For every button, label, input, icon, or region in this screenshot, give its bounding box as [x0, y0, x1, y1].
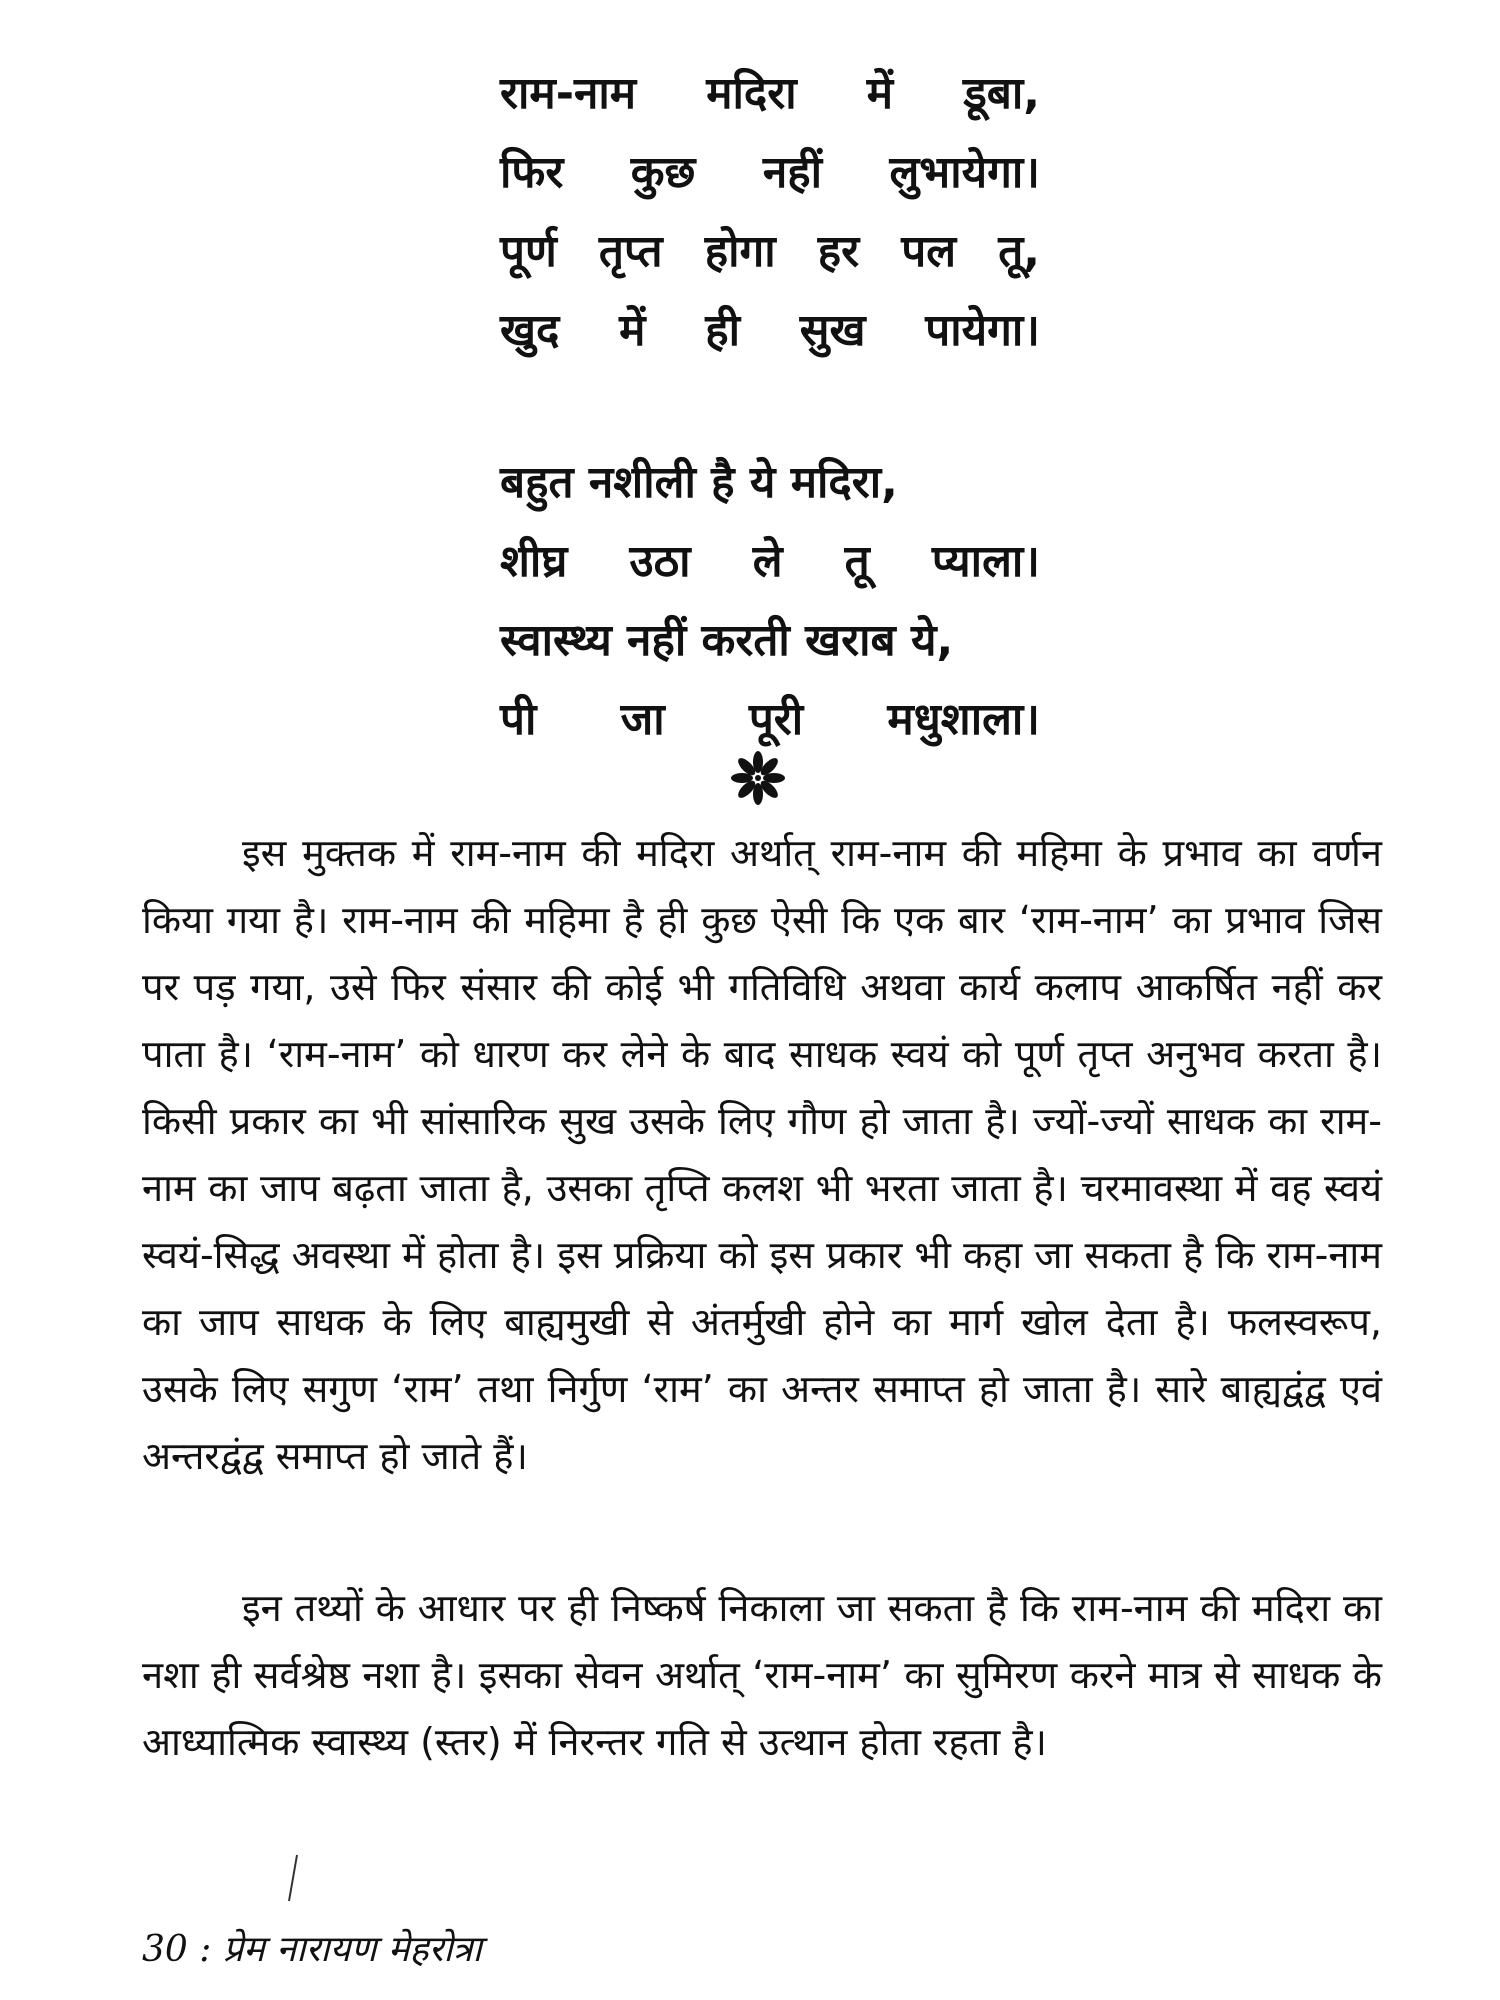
commentary-paragraph-1: [142, 820, 1382, 1490]
poem-line: खुद में ही सुख पायेगा।: [500, 305, 1040, 356]
poem-stanza-1: [500, 54, 1040, 370]
footer-separator: :: [187, 1929, 223, 1970]
page-footer: [142, 1925, 482, 1975]
paragraph-text: इन तथ्यों के आधार पर ही निष्कर्ष निकाला जा सकता है कि राम-नाम की मदिरा का नशा ही सर्वश्रेष्ठ नशा है। इसका सेवन अर्थात् ‘राम-नाम’ का सुमिरण करने मात्र से साधक के आध्यात्मिक स्वास्थ्य (स्तर) में निरन्तर गति से उत्थान होता रहता है।: [142, 1586, 1382, 1764]
author-name: प्रेम नारायण मेहरोत्रा: [222, 1929, 482, 1970]
poem-line: शीघ्र उठा ले तू प्याला।: [500, 536, 1040, 587]
commentary-paragraph-2: [142, 1575, 1382, 1776]
poem-line: बहुत नशीली है ये मदिरा,: [500, 457, 898, 508]
page-number: 30: [142, 1929, 188, 1970]
poem-line: पी जा पूरी मधुशाला।: [500, 694, 1040, 745]
stray-pen-mark: [286, 1853, 300, 1903]
paragraph-text: इस मुक्तक में राम-नाम की मदिरा अर्थात् राम-नाम की महिमा के प्रभाव का वर्णन किया गया है। राम-नाम की महिमा है ही कुछ ऐसी कि एक बार ‘राम-नाम’ का प्रभाव जिस पर पड़ गया, उसे फिर संसार की कोई भी गतिविधि अथवा कार्य कलाप आकर्षित नहीं कर पाता है। ‘राम-नाम’ को धारण कर लेने के बाद साधक स्वयं को पूर्ण तृप्त अनुभव करता है। किसी प्रकार का भी सांसारिक सुख उसके लिए गौण हो जाता है। ज्यों-ज्यों साधक का राम-नाम का जाप बढ़ता जाता है, उसका तृप्ति कलश भी भरता जाता है। चरमावस्था में वह स्वयं स्वयं-सिद्ध अवस्था में होता है। इस प्रक्रिया को इस प्रकार भी कहा जा सकता है कि राम-नाम का जाप साधक के लिए बाह्यमुखी से अंतर्मुखी होने का मार्ग खोल देता है। फलस्वरूप, उसके लिए सगुण ‘राम’ तथा निर्गुण ‘राम’ का अन्तर समाप्त हो जाता है। सारे बाह्यद्वंद्व एवं अन्तरद्वंद्व समाप्त हो जाते हैं।: [142, 831, 1382, 1478]
poem-line: फिर कुछ नहीं लुभायेगा।: [500, 147, 1040, 198]
poem-stanza-2: [500, 443, 1040, 759]
poem-line: पूर्ण तृप्त होगा हर पल तू,: [500, 226, 1040, 277]
poem-line: राम-नाम मदिरा में डूबा,: [500, 68, 1040, 119]
flower-ornament-icon: [728, 748, 788, 808]
poem-line: स्वास्थ्य नहीं करती खराब ये,: [500, 615, 954, 666]
